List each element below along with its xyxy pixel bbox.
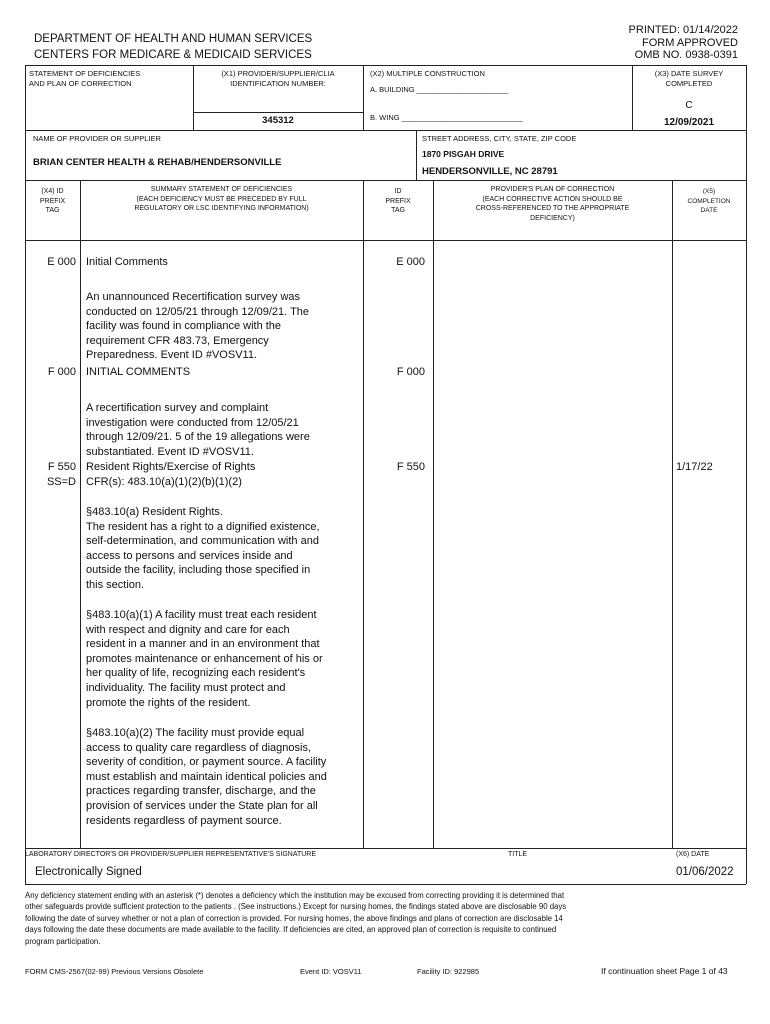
wing-field: B. WING _____________________________ [370, 113, 523, 122]
summary-header: SUMMARY STATEMENT OF DEFICIENCIES (EACH DEFICIENCY MUST BE PRECEDED BY FULL REGULATORY OR LSC IDENTIFYING INFORMATION) [134, 186, 309, 212]
x4-header: (X4) ID PREFIX TAG [39, 188, 66, 214]
rule-body [25, 240, 746, 241]
event-id: Event ID: VOSV11 [300, 967, 362, 976]
provider-name: BRIAN CENTER HEALTH & REHAB/HENDERSONVILLE [33, 157, 282, 168]
rule-columns [25, 180, 746, 181]
f550-prefix-tag: F 550 [47, 461, 76, 473]
provider-name-label: NAME OF PROVIDER OR SUPPLIER [33, 134, 161, 143]
rule-signature [25, 848, 746, 849]
omb-number: OMB NO. 0938-0391 [634, 49, 738, 61]
rule-col-tag [80, 180, 81, 848]
f550-completion-date: 1/17/22 [676, 461, 713, 473]
f550-title: Resident Rights/Exercise of Rights [86, 461, 256, 473]
regulation-paragraph-1: §483.10(a) Resident Rights. The resident has a right to a dignified existence, self-determination, and communication with and access to persons and services inside and outside the facility, including those specified in this section. [86, 506, 320, 591]
f000-title: INITIAL COMMENTS [86, 366, 191, 378]
print-info [629, 24, 738, 62]
form-number: FORM CMS-2567(02-99) Previous Versions Obsolete [25, 967, 204, 976]
page-indicator: If continuation sheet Page 1 of 43 [601, 966, 728, 976]
rule-address [416, 130, 417, 180]
city-state-zip: HENDERSONVILLE, NC 28791 [422, 166, 558, 177]
survey-code: C [685, 100, 693, 111]
rule-col-summary [363, 180, 364, 848]
street-address: 1870 PISGAH DRIVE [422, 149, 505, 159]
e000-prefix-tag: E 000 [47, 256, 76, 268]
disclaimer-text: Any deficiency statement ending with an asterisk (*) denotes a deficiency which the institution may be excused from correcting providing it is determined that other safeguards provide sufficient protection to the patients . (See instructions.) Except for nursing homes, the findings stated above are disclosable 90 days following the date of survey whether or not a plan of correction is provided. For nursing homes, the above findings and plans of correction are disclosable 14 days following the date these documents are made available to the facility. If deficiencies are cited, an approved plan of correction is requisite to continued program participation. [25, 891, 567, 946]
building-field: A. BUILDING ______________________ [370, 85, 509, 94]
x5-header: (X5) COMPLETION DATE [687, 188, 731, 214]
signature-label: LABORATORY DIRECTOR'S OR PROVIDER/SUPPLIER REPRESENTATIVE'S SIGNATURE [25, 851, 317, 858]
printed-date: PRINTED: 01/14/2022 [628, 24, 738, 36]
f550-cfr: CFR(s): 483.10(a)(1)(2)(b)(1)(2) [86, 476, 242, 488]
rule-disclaimer [25, 884, 746, 885]
e000-title: Initial Comments [86, 256, 168, 268]
rule-provider [25, 130, 746, 131]
f000-comment: A recertification survey and complaint investigation were conducted from 12/05/21 through 12/09/21. 5 of the 19 allegations were substantiated. Event ID #VOSV11. [86, 402, 310, 458]
x2-label: (X2) MULTIPLE CONSTRUCTION [370, 69, 485, 78]
provider-id-number: 345312 [262, 115, 294, 126]
rule-right [746, 65, 747, 884]
signature-date: 01/06/2022 [676, 866, 734, 878]
e000-comment: An unannounced Recertification survey was conducted on 12/05/21 through 12/09/21. The facility was found in compliance with the requirement CFR 483.73, Emergency Preparedness. Event ID #VOSV11. [86, 291, 310, 362]
rule-col-plan [672, 180, 673, 848]
x1-label: (X1) PROVIDER/SUPPLIER/CLIA IDENTIFICATION NUMBER: [221, 69, 335, 88]
agency-name: CENTERS FOR MEDICARE & MEDICAID SERVICES [34, 48, 312, 61]
regulation-paragraph-3: §483.10(a)(2) The facility must provide equal access to quality care regardless of diagnosis, severity of condition, or payment source. A facility must establish and maintain identical policies and practices regarding transfer, discharge, and the provision of services under the State plan for all residents regardless of payment source. [86, 727, 327, 827]
survey-completed-date: 12/09/2021 [663, 117, 715, 128]
rule-x1-value [193, 112, 363, 113]
department-heading [34, 32, 312, 63]
facility-id: Facility ID: 922985 [417, 967, 480, 976]
signature-value: Electronically Signed [35, 866, 142, 878]
f000-prefix-tag: F 000 [47, 366, 76, 378]
address-label: STREET ADDRESS, CITY, STATE, ZIP CODE [422, 134, 577, 143]
statement-label: STATEMENT OF DEFICIENCIES AND PLAN OF CORRECTION [29, 69, 141, 88]
id-header: ID PREFIX TAG [385, 188, 411, 214]
rule-top [25, 65, 746, 66]
rule-col-id [433, 180, 434, 848]
f000-id-tag: F 000 [396, 366, 425, 378]
department-name: DEPARTMENT OF HEALTH AND HUMAN SERVICES [34, 33, 313, 45]
form-approved: FORM APPROVED [642, 36, 738, 49]
f550-id-tag: F 550 [396, 461, 425, 473]
f550-scope-severity: SS=D [46, 476, 76, 488]
title-label: TITLE [508, 851, 528, 858]
x3-label: (X3) DATE SURVEY COMPLETED [654, 69, 724, 88]
regulation-paragraph-2: §483.10(a)(1) A facility must treat each resident with respect and dignity and care for each resident in a manner and in an environment that promotes maintenance or enhancement of his or her quality of life, recognizing each resident's individuality. The facility must protect and promote the rights of the resident. [86, 609, 323, 709]
plan-header: PROVIDER'S PLAN OF CORRECTION (EACH CORRECTIVE ACTION SHOULD BE CROSS-REFERENCED TO THE APPROPRIATE DEFICIENCY) [475, 186, 630, 222]
e000-id-tag: E 000 [396, 256, 425, 268]
signature-date-label: (X6) DATE [676, 851, 710, 858]
rule-x2 [363, 65, 364, 130]
